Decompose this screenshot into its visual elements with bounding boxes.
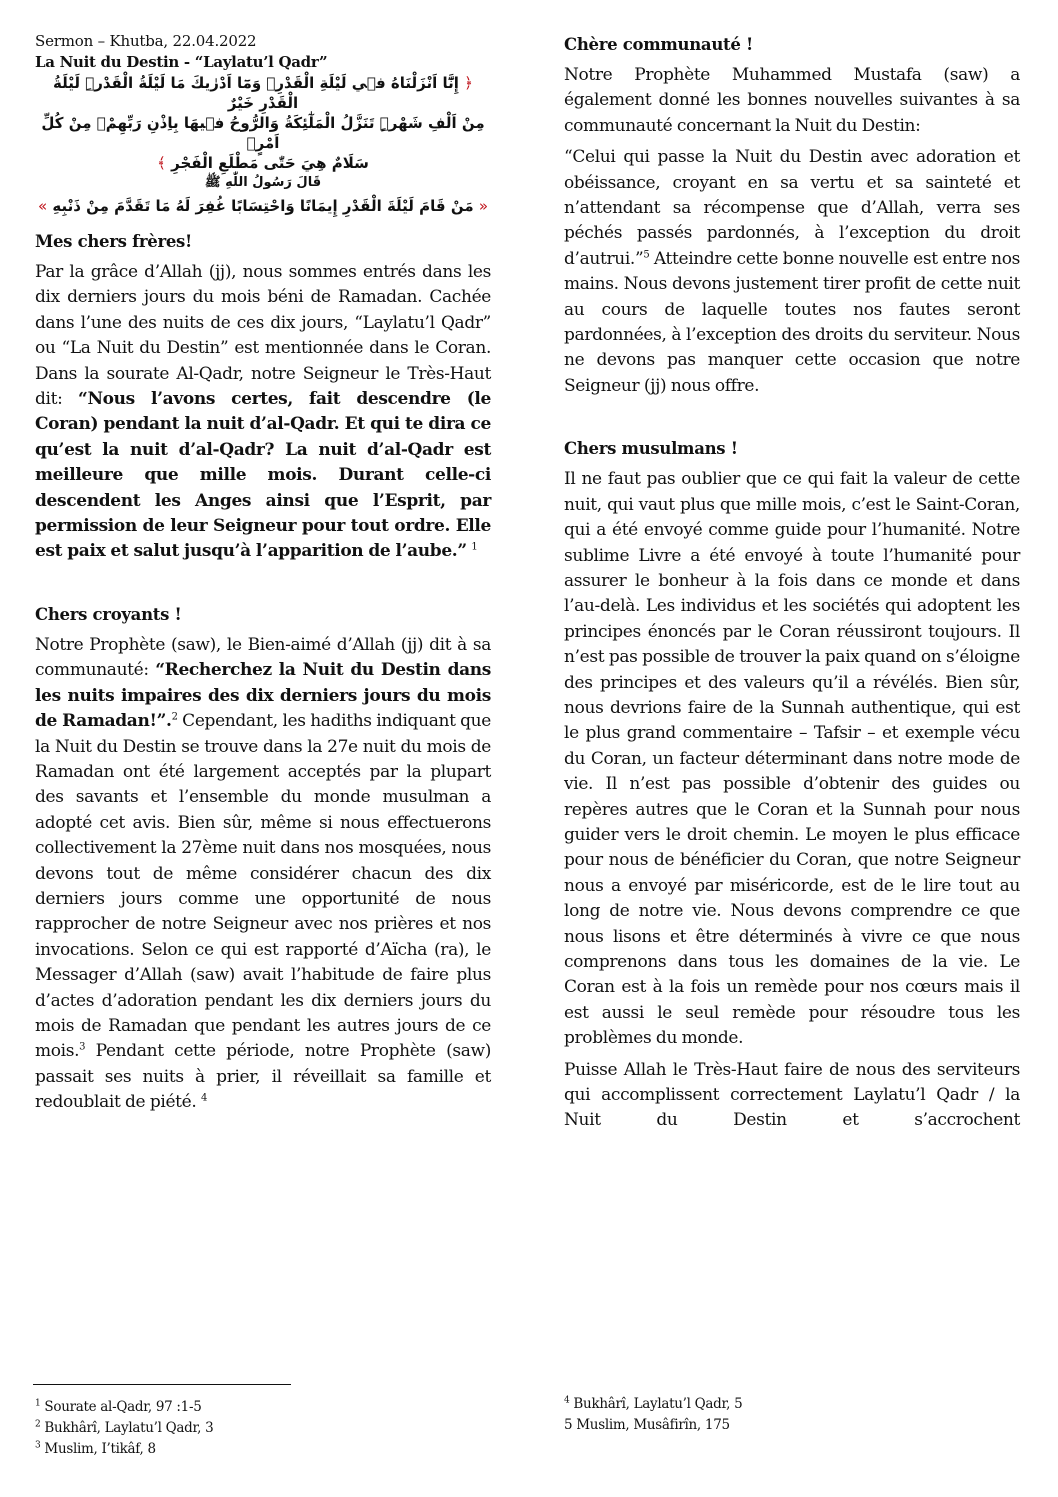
footnote-3: $^3$ Muslim, I’tikâf, 8: [35, 1440, 156, 1457]
body-paragraph: Notre Prophète (saw), le Bien-aimé d’Allah (jj) dit à sa communauté: “Recherchez la Nuit du Destin dans les nuits impaires des dix derniers jours du mois de Ramadan!”.$^2$ Cependant, les hadiths indiquant que la Nuit du Destin se trouve dans la 27e nuit du mois de Ramadan ont été largement acceptés par la plupart des savants et l’ensemble du monde musulman a adopté cet avis. Bien sûr, même si nous effectuerons collectivement la 27ème nuit dans nos mosquées, nous devons tout de même considérer chacun des dix derniers jours comme une opportunité de nous rapprocher de notre Seigneur avec nos prières et nos invocations. Selon ce qui est rapporté d’Aïcha (ra), le Messager d’Allah (saw) avait l’habitude de faire plus d’actes d’adoration pendant les dix derniers jours du mois de Ramadan que pendant les autres jours de ce mois.$^3$ Pendant cette période, notre Prophète (saw) passait ses nuits à prier, il réveillait sa famille et redoublait de piété. $^4$: [35, 634, 491, 1113]
document-title: La Nuit du Destin - “Laylatu’l Qadr”: [35, 53, 328, 71]
footnote-ref: 2: [171, 711, 178, 723]
left-column: [35, 30, 491, 1116]
footnote-4: $^4$ Bukhârî, Laylatu’l Qadr, 5: [564, 1395, 743, 1412]
section-mes-chers-freres: [35, 230, 491, 565]
hadith-quote-open: «: [478, 197, 489, 215]
sermon-date-line: Sermon – Khutba, 22.04.2022: [35, 32, 257, 50]
footnotes-left: [35, 1397, 435, 1460]
section-chers-croyants: [35, 603, 491, 1116]
footnote-separator: [33, 1384, 291, 1385]
section-heading: Chers musulmans !: [564, 439, 738, 459]
arabic-verse-line-3: سَلَامٌ هِيَ حَتّٰى مَطْلَعِ الْفَجْرِ ﴾: [157, 154, 369, 172]
arabic-verse-line-1: ﴿ إِنَّٓا اَنْزَلْنَاهُ ف۪ي لَيْلَةِ الْقَدْرِۚ وَمَٓا اَدْرٰيكَ مَا لَيْلَةُ الْقَدْرِۜ لَيْلَةُ الْقَدْرِ خَيْرٌ: [53, 74, 473, 112]
footnote-1: $^1$ Sourate al-Qadr, 97 :1-5: [35, 1398, 202, 1415]
arabic-hadith: « مَنْ قَامَ لَيْلَةَ الْقَدْرِ إِيمَانًا وَاحْتِسَابًا غُفِرَ لَهُ مَا تَقَدَّمَ مِنْ ذَنْبِهِ »: [37, 197, 489, 215]
right-column: [564, 30, 1020, 1134]
section-heading: Chère communauté !: [564, 35, 753, 54]
footnotes-right: [564, 1394, 964, 1436]
ornament-bracket-open: ﴿: [464, 74, 473, 92]
arabic-verse-line-2: مِنْ اَلْفِ شَهْرٍۜ تَنَزَّلُ الْمَلٰٓئِكَةُ وَالرُّوحُ ف۪يهَا بِاِذْنِ رَبِّهِمْۚ مِنْ كُلِّ اَمْرٍۙ: [41, 114, 485, 152]
hadith-quote: “Recherchez la Nuit du Destin dans les nuits impaires des dix derniers jours du mois de Ramadan!”.: [35, 660, 491, 732]
body-paragraph: “Celui qui passe la Nuit du Destin avec adoration et obéissance, croyant en sa vertu et sa sainteté et n’attendant sa récompense que d’Allah, verra ses péchés passés pardonnés, à l’exception du droit d’autrui.”$^5$ Atteindre cette bonne nouvelle est entre nos mains. Nous devons justement tirer profit de cette nuit au cours de laquelle toutes nos fautes seront pardonnées, à l’exception des droits du serviteur. Nous ne devons pas manquer cette occasion que notre Seigneur (jj) nous offre.: [564, 147, 1020, 396]
hadith-quote: “Celui qui passe la Nuit du Destin avec adoration et obéissance, croyant en sa vertu et sa sainteté et n’attendant sa récompense que d’Allah, verra ses péchés passés pardonnés, à l’exception du droit d’autrui.”: [564, 147, 1020, 269]
section-chere-communaute: [564, 33, 1020, 399]
quran-quote: “Nous l’avons certes, fait descendre (le Coran) pendant la nuit d’al-Qadr. Et qui te dira ce qu’est la nuit d’al-Qadr? La nuit d’al-Qadr est meilleure que mille mois. Durant celle-ci descendent les Anges ainsi que l’Esprit, par permission de leur Seigneur pour tout ordre. Elle est paix et salut jusqu’à l’apparition de l’aube.”: [35, 389, 491, 562]
body-paragraph: Puisse Allah le Très-Haut faire de nous des serviteurs qui accomplissent correctement Laylatu’l Qadr / la Nuit du Destin et s’accrochent: [564, 1059, 1020, 1131]
body-paragraph: Notre Prophète Muhammed Mustafa (saw) a également donné les bonnes nouvelles suivantes à sa communauté concernant la Nuit du Destin:: [564, 65, 1020, 136]
body-paragraph: Il ne faut pas oublier que ce qui fait la valeur de cette nuit, qui vaut plus que mille mois, c’est le Saint-Coran, qui a été envoyé comme guide pour l’humanité. Notre sublime Livre a été envoyé à toute l’humanité pour assurer le bonheur à la fois dans ce monde et dans l’au-delà. Les individus et les sociétés qui adoptent les principes énoncés par le Coran réussiront toujours. Il n’est pas possible de trouver la paix quand on s’éloigne des principes et des valeurs qu’il a révélés. Bien sûr, nous devrions faire de la Sunnah authentique, qui est le plus grand commentaire – Tafsir – et exemple vécu du Coran, un facteur déterminant dans notre mode de vie. Il n’est pas possible d’obtenir des guides ou repères autres que le Coran et la Sunnah pour nous guider vers le droit chemin. Le moyen le plus efficace pour nous de bénéficier du Coran, que notre Seigneur nous a envoyé par miséricorde, est de le lire tout au long de notre vie. Nous devons comprendre ce que nous lisons et être déterminés à vivre ce que nous comprenons dans tous les domaines de la vie. Le Coran est à la fois un remède pour nos cœurs mais il est aussi le seul remède pour résoudre tous les problèmes du monde.: [564, 469, 1020, 1049]
section-chers-musulmans: [564, 437, 1020, 1134]
section-heading: Mes chers frères!: [35, 232, 192, 251]
arabic-verse-block: [35, 73, 491, 216]
body-paragraph: Par la grâce d’Allah (jj), nous sommes entrés dans les dix derniers jours du mois béni de Ramadan. Cachée dans l’une des nuits de ces dix jours, “Laylatu’l Qadr” ou “La Nuit du Destin” est mentionnée dans le Coran. Dans la sourate Al-Qadr, notre Seigneur le Très-Haut dit: “Nous l’avons certes, fait descendre (le Coran) pendant la nuit d’al-Qadr. Et qui te dira ce qu’est la nuit d’al-Qadr? La nuit d’al-Qadr est meilleure que mille mois. Durant celle-ci descendent les Anges ainsi que l’Esprit, par permission de leur Seigneur pour tout ordre. Elle est paix et salut jusqu’à l’apparition de l’aube.” $^1$: [35, 262, 491, 562]
ornament-bracket-close: ﴾: [157, 154, 166, 172]
footnote-ref: 4: [200, 1092, 207, 1104]
footnote-ref: 1: [471, 541, 478, 553]
arabic-attribution: قَالَ رَسُولُ اللّٰهِ ﷺ: [204, 175, 322, 190]
hadith-quote-close: »: [37, 197, 48, 215]
section-heading: Chers croyants !: [35, 604, 182, 624]
footnote-ref: 5: [643, 249, 650, 261]
footnote-2: $^2$ Bukhârî, Laylatu’l Qadr, 3: [35, 1419, 214, 1436]
footnote-5: 5 Muslim, Musâfirîn, 175: [564, 1417, 730, 1433]
footnote-ref: 3: [79, 1041, 86, 1053]
